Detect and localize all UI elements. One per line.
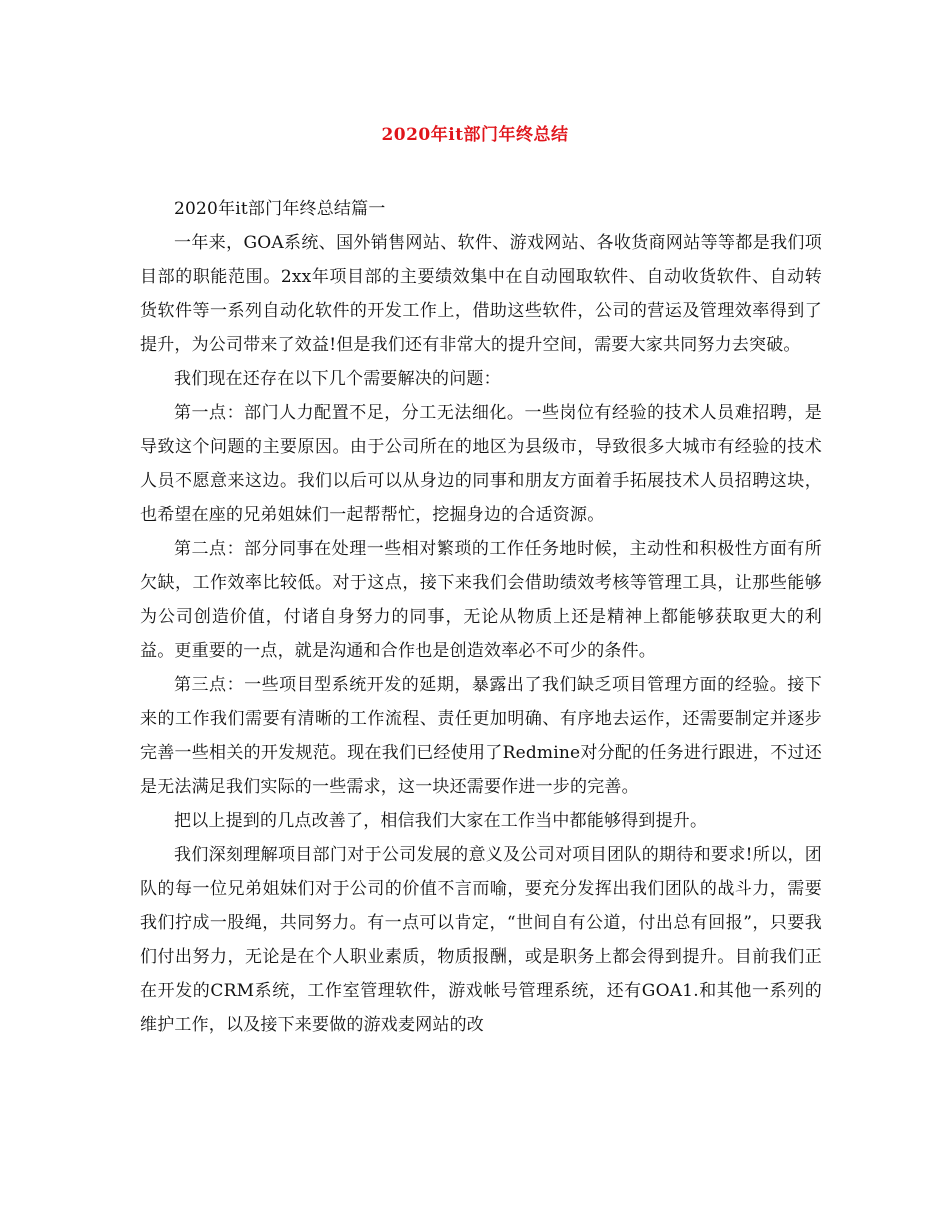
document-body	[140, 192, 822, 1042]
section-heading: 2020年it部门年终总结篇一	[174, 199, 386, 219]
paragraph-point-two: 第二点：部分同事在处理一些相对繁琐的工作任务地时候，主动性和积极性方面有所欠缺，工作效率比较低。对于这点，接下来我们会借助绩效考核等管理工具，让那些能够为公司创造价值，付诸自身努力的同事，无论从物质上还是精神上都能够获取更大的利益。更重要的一点，就是沟通和合作也是创造效率必不可少的条件。	[140, 539, 822, 661]
paragraph-team: 我们深刻理解项目部门对于公司发展的意义及公司对项目团队的期待和要求!所以，团队的每一位兄弟姐妹们对于公司的价值不言而喻，要充分发挥出我们团队的战斗力，需要我们拧成一股绳，共同努力。有一点可以肯定，“世间自有公道，付出总有回报”，只要我们付出努力，无论是在个人职业素质，物质报酬，或是职务上都会得到提升。目前我们正在开发的CRM系统，工作室管理软件，游戏帐号管理系统，还有GOA1.和其他一系列的维护工作，以及接下来要做的游戏麦网站的改	[140, 845, 822, 1035]
paragraph-point-one: 第一点：部门人力配置不足，分工无法细化。一些岗位有经验的技术人员难招聘，是导致这个问题的主要原因。由于公司所在的地区为县级市，导致很多大城市有经验的技术人员不愿意来这边。我们以后可以从身边的同事和朋友方面着手拓展技术人员招聘这块，也希望在座的兄弟姐妹们一起帮帮忙，挖掘身边的合适资源。	[140, 403, 822, 525]
paragraph-problems-lead: 我们现在还存在以下几个需要解决的问题：	[174, 369, 501, 389]
paragraph-summary: 把以上提到的几点改善了，相信我们大家在工作当中都能够得到提升。	[174, 811, 708, 831]
paragraph-point-three: 第三点：一些项目型系统开发的延期，暴露出了我们缺乏项目管理方面的经验。接下来的工作我们需要有清晰的工作流程、责任更加明确、有序地去运作，还需要制定并逐步完善一些相关的开发规范。现在我们已经使用了Redmine对分配的任务进行跟进，不过还是无法满足我们实际的一些需求，这一块还需要作进一步的完善。	[140, 675, 822, 797]
document-title: 2020年it部门年终总结	[381, 125, 569, 145]
paragraph-intro: 一年来，GOA系统、国外销售网站、软件、游戏网站、各收货商网站等等都是我们项目部的职能范围。2xx年项目部的主要绩效集中在自动囤取软件、自动收货软件、自动转货软件等一系列自动化软件的开发工作上，借助这些软件，公司的营运及管理效率得到了提升，为公司带来了效益!但是我们还有非常大的提升空间，需要大家共同努力去突破。	[140, 233, 822, 355]
